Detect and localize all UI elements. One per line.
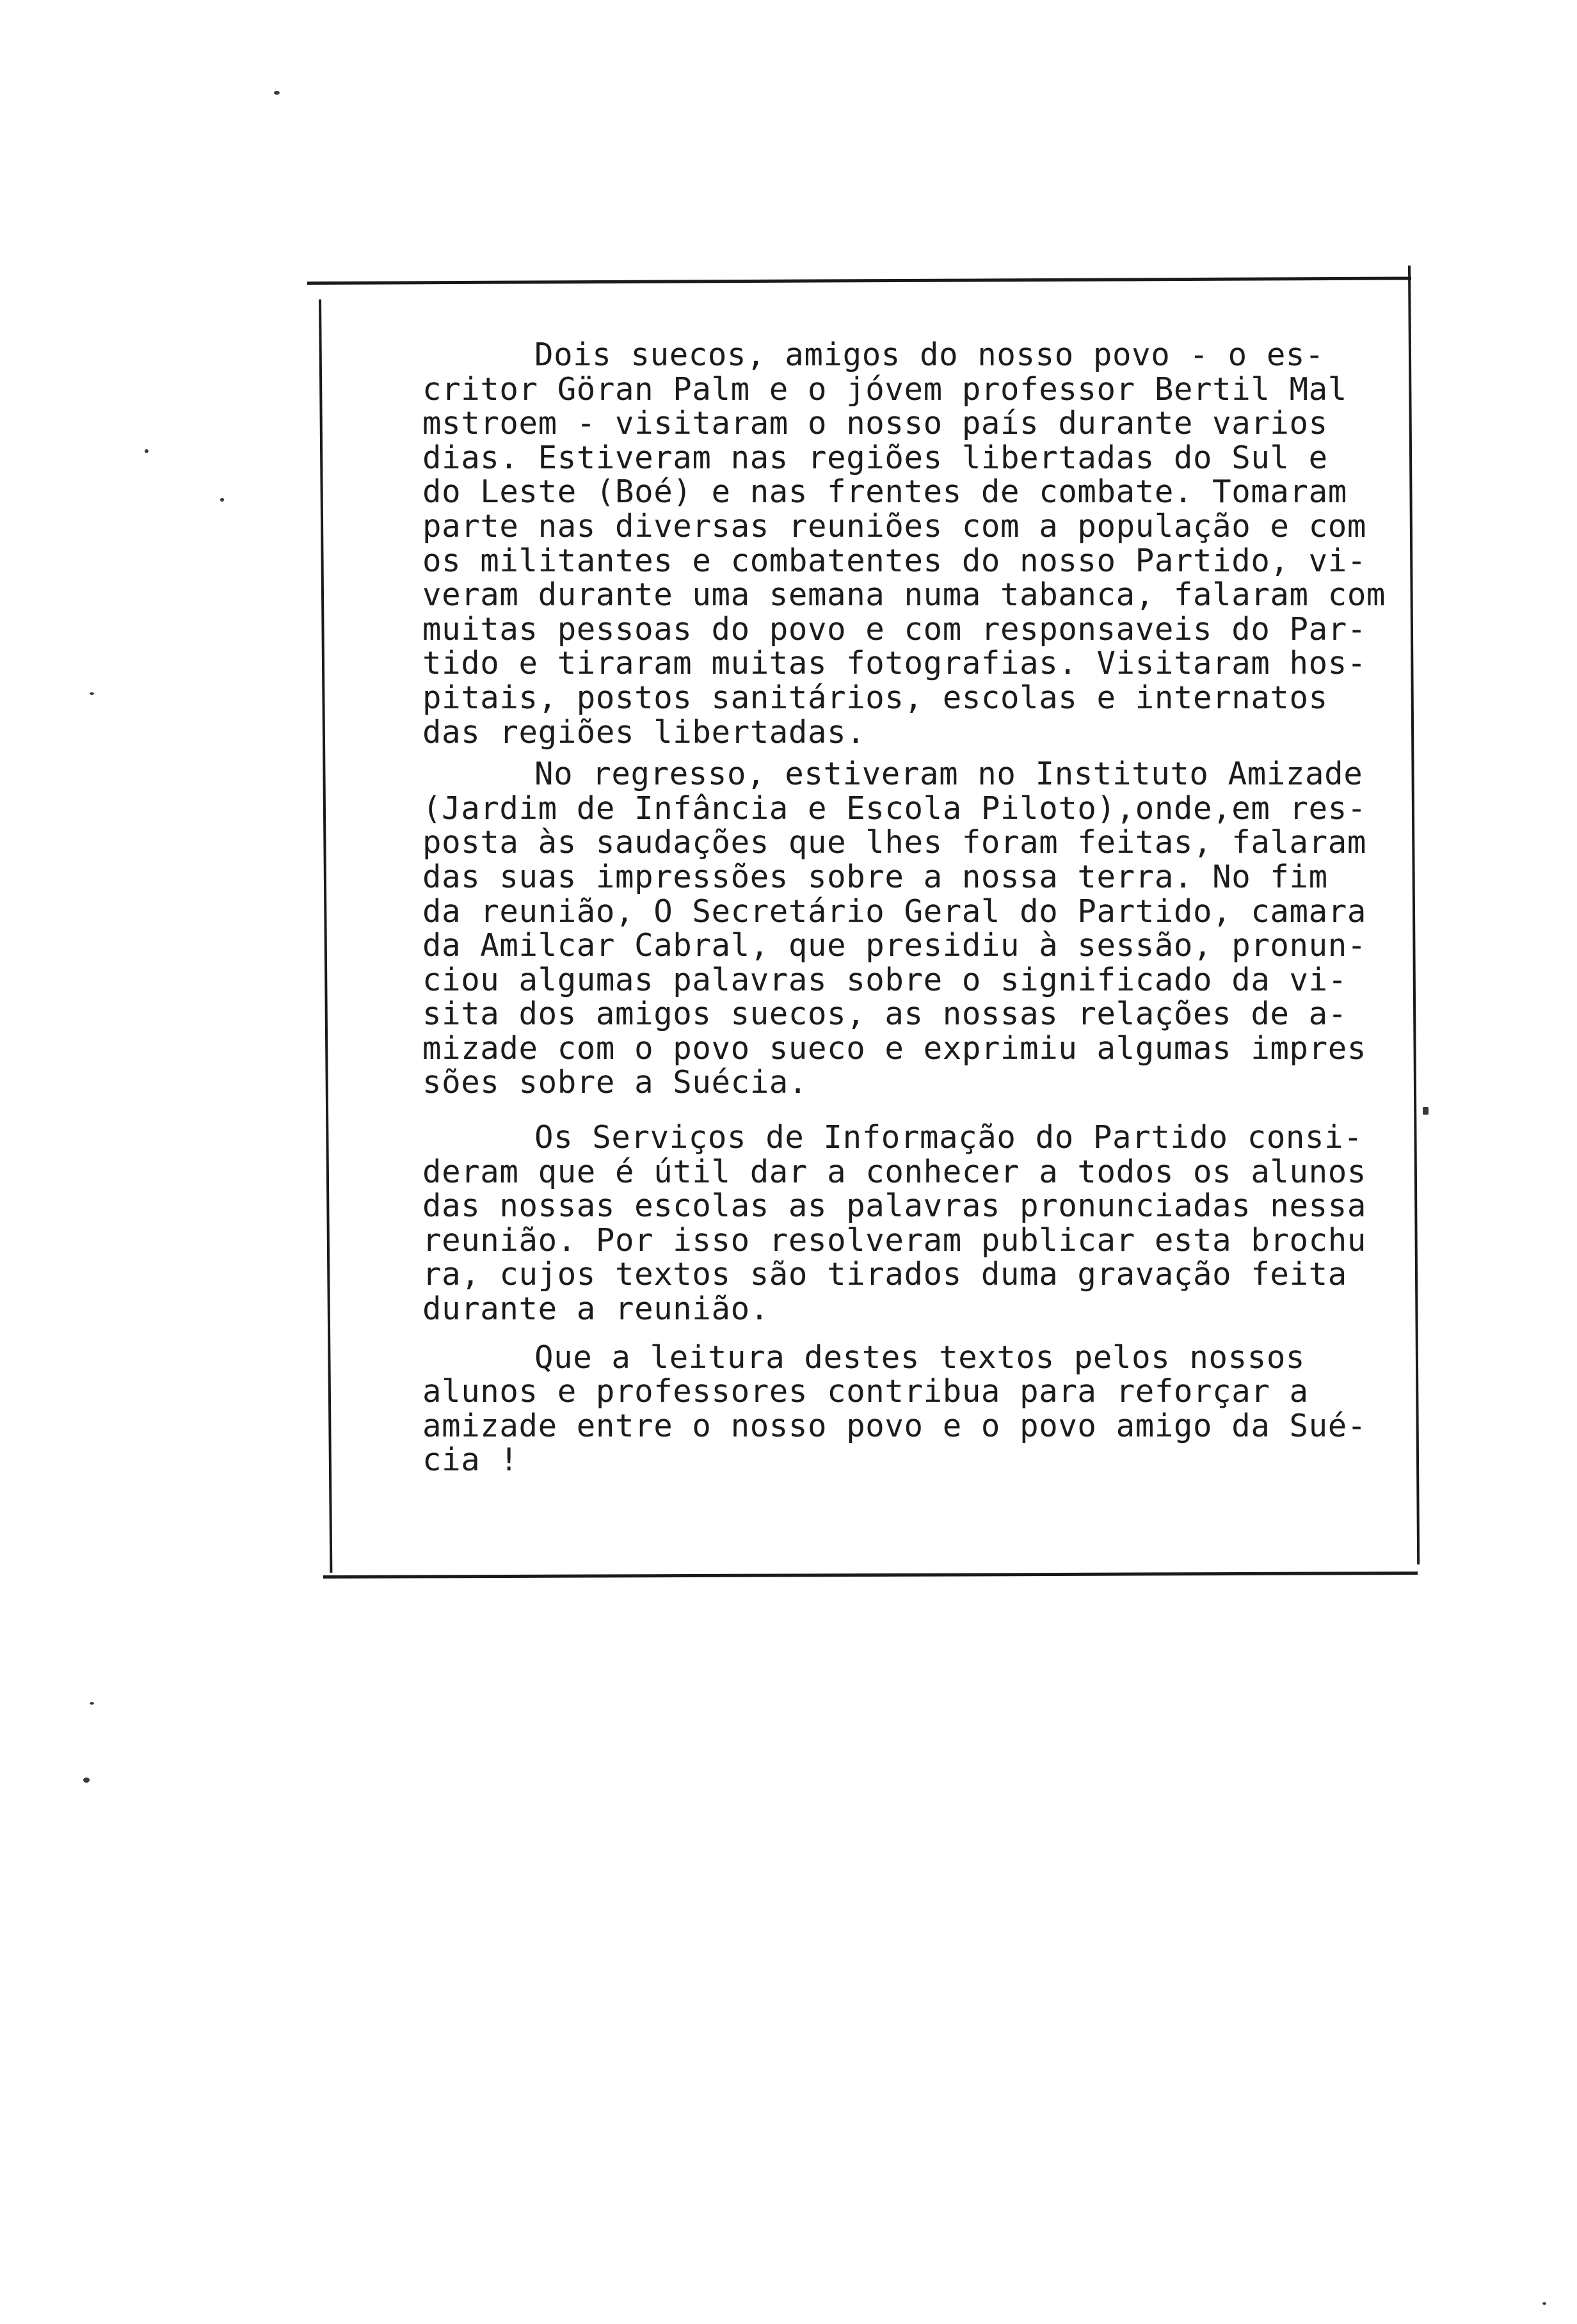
text-line: tido e tiraram muitas fotografias. Visitaram hos- [422, 645, 1366, 682]
text-line: critor Göran Palm e o jóvem professor Bertil Mal [422, 370, 1347, 408]
text-line: deram que é útil dar a conhecer a todos os alunos [422, 1153, 1366, 1190]
paragraph-4 [422, 1341, 1395, 1477]
text-line: ra, cujos textos são tirados duma gravação feita [422, 1256, 1347, 1293]
text-line: Os Serviços de Informação do Partido consi- [534, 1119, 1363, 1156]
text-line: sões sobre a Suécia. [422, 1064, 808, 1101]
text-line: cia ! [422, 1442, 519, 1479]
scan-speck [90, 1702, 94, 1705]
text-line: amizade entre o nosso povo e o povo amigo da Sué- [422, 1407, 1366, 1444]
text-line: durante a reunião. [422, 1291, 769, 1328]
scan-speck [1542, 2302, 1546, 2305]
text-line: da Amilcar Cabral, que presidiu à sessão, pronun- [422, 927, 1366, 964]
scan-speck [90, 692, 94, 695]
text-line: (Jardim de Infância e Escola Piloto),onde,em res- [422, 790, 1366, 827]
text-line: das nossas escolas as palavras pronunciadas nessa [422, 1188, 1366, 1225]
scan-speck [220, 498, 224, 502]
text-line: posta às saudações que lhes foram feitas, falaram [422, 824, 1366, 861]
scan-speck [1423, 1107, 1429, 1115]
paragraph-2 [422, 757, 1395, 1100]
text-line: mstroem - visitaram o nosso país durante varios [422, 405, 1328, 442]
frame-top-rule [307, 276, 1411, 285]
scan-speck [83, 1778, 90, 1783]
text-line: das suas impressões sobre a nossa terra. No fim [422, 858, 1328, 895]
text-line: veram durante uma semana numa tabanca, falaram com [422, 577, 1386, 614]
text-line: Que a leitura destes textos pelos nossos [534, 1339, 1306, 1376]
text-line: parte nas diversas reuniões com a população e com [422, 507, 1366, 545]
text-line: ciou algumas palavras sobre o significado da vi- [422, 961, 1347, 998]
text-line: muitas pessoas do povo e com responsaveis do Par- [422, 610, 1366, 648]
text-line: do Leste (Boé) e nas frentes de combate. Tomaram [422, 474, 1347, 511]
text-line: das regiões libertadas. [422, 713, 866, 751]
text-line: No regresso, estiveram no Instituto Amizade [534, 756, 1363, 793]
text-line: alunos e professores contribua para reforçar a [422, 1373, 1309, 1410]
text-line: Dois suecos, amigos do nosso povo - o es- [534, 337, 1325, 373]
text-line: reunião. Por isso resolveram publicar esta brochu [422, 1222, 1366, 1259]
frame-right-rule [1408, 266, 1420, 1564]
scan-speck [274, 91, 280, 95]
document-body [422, 338, 1395, 1477]
paragraph-3 [422, 1120, 1395, 1326]
text-line: sita dos amigos suecos, as nossas relações de a- [422, 996, 1347, 1033]
scan-speck [145, 449, 148, 453]
paragraph-1 [422, 338, 1395, 749]
frame-left-rule [319, 299, 332, 1573]
frame-bottom-rule [323, 1572, 1418, 1579]
text-line: dias. Estiveram nas regiões libertadas do Sul e [422, 439, 1328, 476]
text-line: da reunião, O Secretário Geral do Partido, camara [422, 893, 1366, 930]
text-line: os militantes e combatentes do nosso Partido, vi- [422, 542, 1366, 579]
text-line: mizade com o povo sueco e exprimiu algumas impres [422, 1030, 1366, 1067]
text-line: pitais, postos sanitários, escolas e internatos [422, 679, 1328, 716]
